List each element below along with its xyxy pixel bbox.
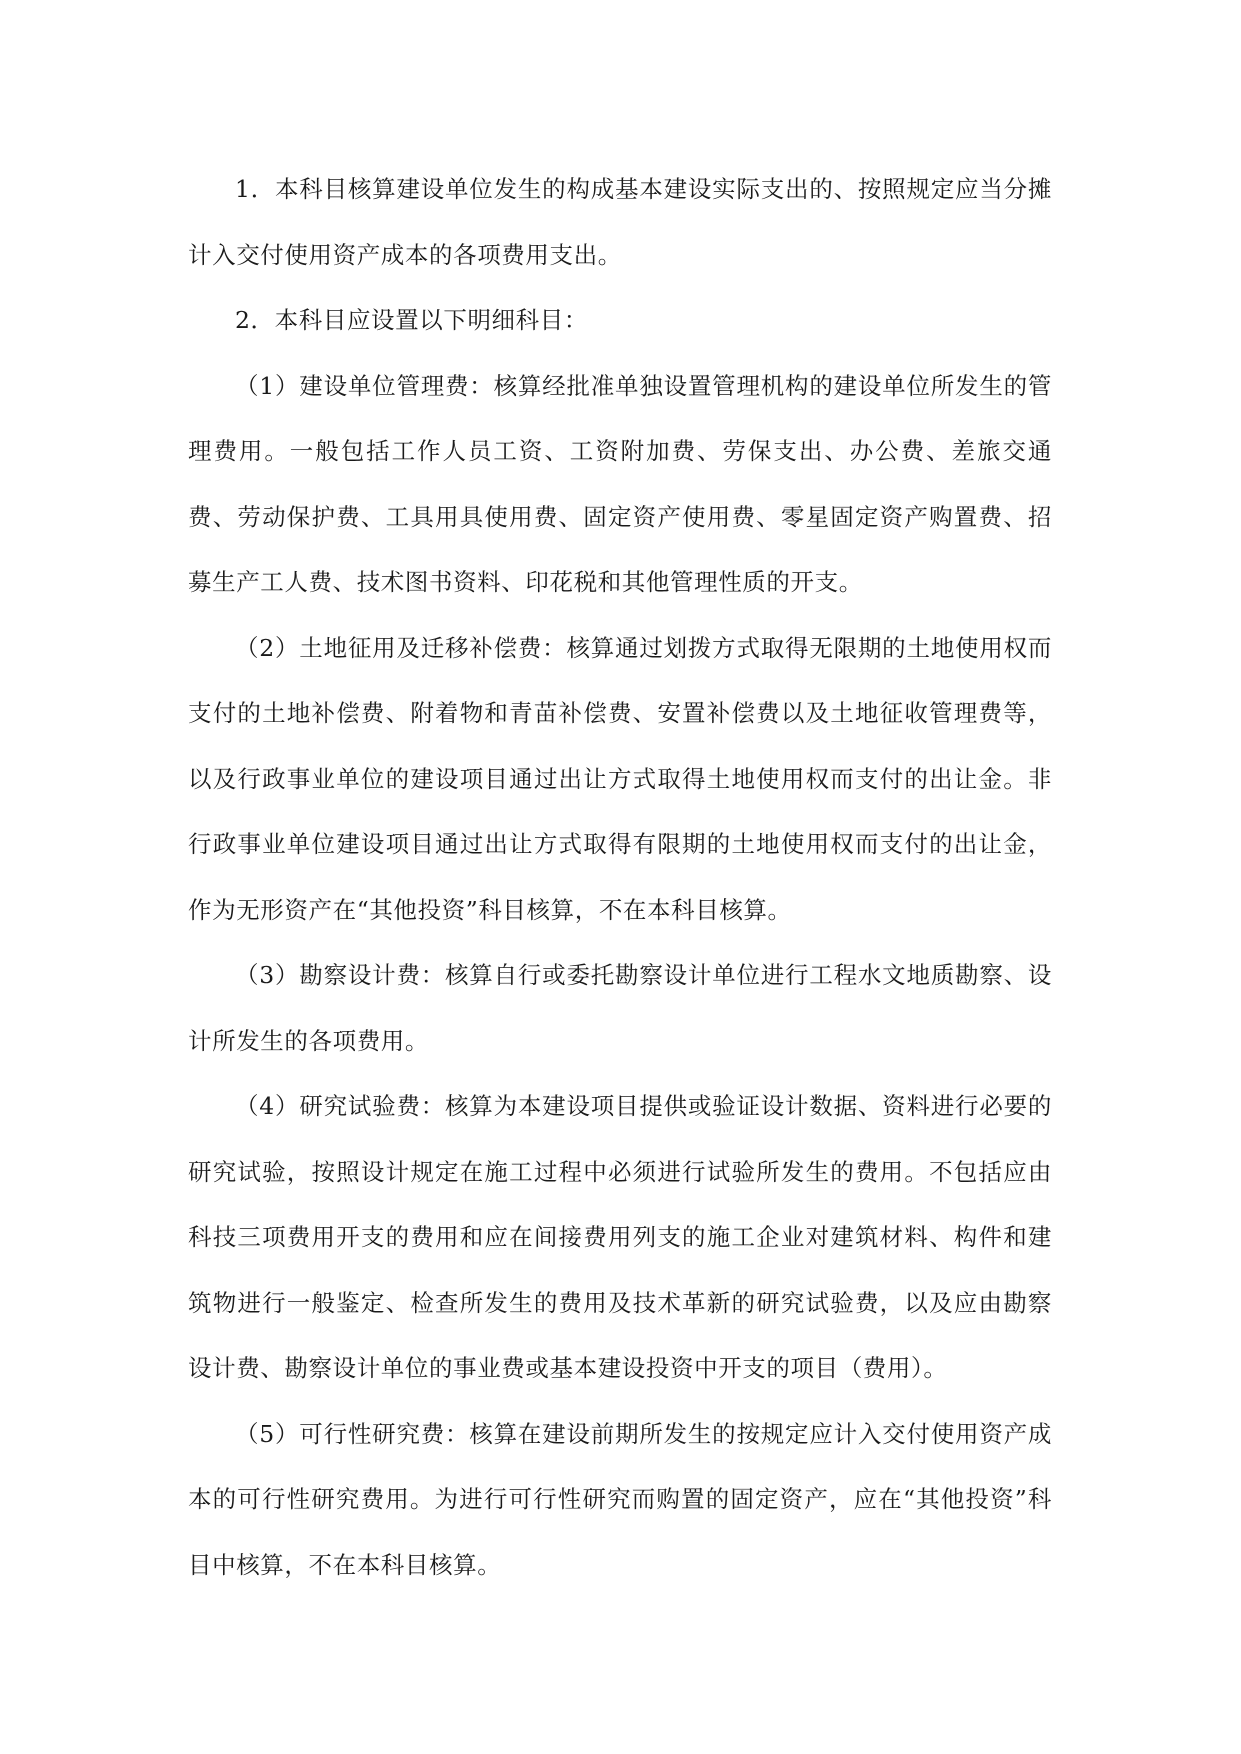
- paragraph-5: （3）勘察设计费：核算自行或委托勘察设计单位进行工程水文地质勘察、设计所发生的各项费用。: [188, 961, 1052, 1055]
- paragraph-6: （4）研究试验费：核算为本建设项目提供或验证设计数据、资料进行必要的研究试验，按照设计规定在施工过程中必须进行试验所发生的费用。不包括应由科技三项费用开支的费用和应在间接费用列支的施工企业对建筑材料、构件和建筑物进行一般鉴定、检查所发生的费用及技术革新的研究试验费，以及应由勘察设计费、勘察设计单位的事业费或基本建设投资中开支的项目（费用）。: [188, 1092, 1052, 1382]
- document-body: [188, 157, 1052, 1598]
- paragraph-1: 1．本科目核算建设单位发生的构成基本建设实际支出的、按照规定应当分摊计入交付使用资产成本的各项费用支出。: [188, 175, 1052, 269]
- paragraph-2: 2．本科目应设置以下明细科目：: [235, 306, 588, 334]
- paragraph-4: （2）土地征用及迁移补偿费：核算通过划拨方式取得无限期的土地使用权而支付的土地补偿费、附着物和青苗补偿费、安置补偿费以及土地征收管理费等，以及行政事业单位的建设项目通过出让方式取得土地使用权而支付的出让金。非行政事业单位建设项目通过出让方式取得有限期的土地使用权而支付的出让金，作为无形资产在“其他投资”科目核算，不在本科目核算。: [188, 633, 1052, 924]
- paragraph-7: （5）可行性研究费：核算在建设前期所发生的按规定应计入交付使用资产成本的可行性研究费用。为进行可行性研究而购置的固定资产，应在“其他投资”科目中核算，不在本科目核算。: [188, 1419, 1052, 1579]
- paragraph-3: （1）建设单位管理费：核算经批准单独设置管理机构的建设单位所发生的管理费用。一般包括工作人员工资、工资附加费、劳保支出、办公费、差旅交通费、劳动保护费、工具用具使用费、固定资产使用费、零星固定资产购置费、招募生产工人费、技术图书资料、印花税和其他管理性质的开支。: [188, 371, 1052, 596]
